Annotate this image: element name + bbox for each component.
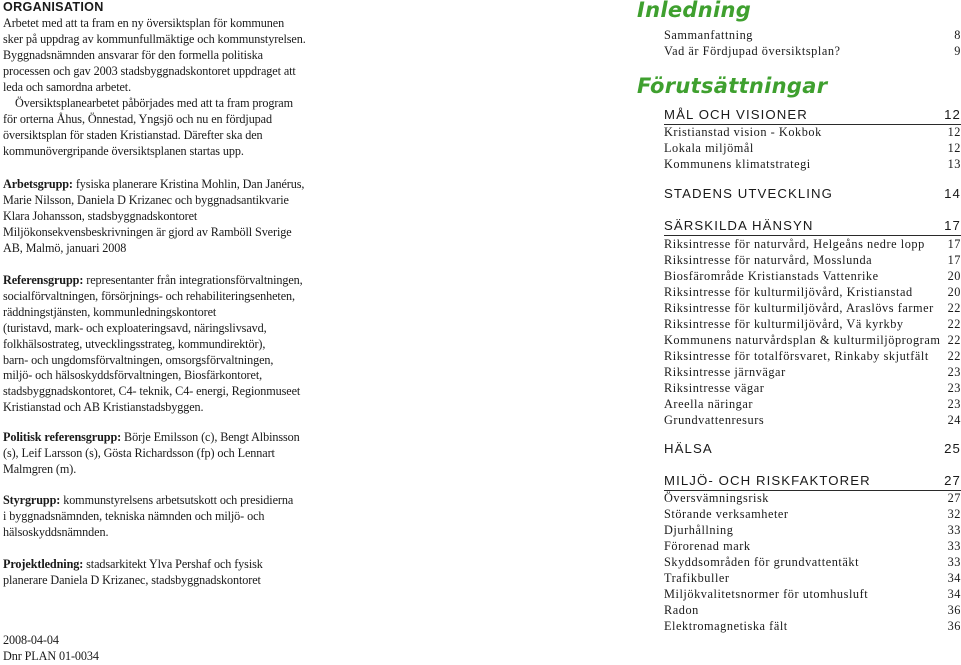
toc-entry-label: Kommunens klimatstrategi (664, 157, 811, 171)
toc-entry-page: 34 (947, 587, 961, 601)
toc-entry[interactable] (664, 412, 961, 428)
toc-entry[interactable] (664, 27, 961, 43)
text-line: kommunstyrelsens arbetsutskott och presidierna (60, 493, 294, 507)
toc-section-heading[interactable] (664, 218, 961, 234)
toc-entry-label: Trafikbuller (664, 571, 730, 585)
toc-entry[interactable] (664, 618, 961, 634)
text-line: stadsbyggnadskontoret, C4- teknik, C4- energi, Regionmuseet (3, 384, 301, 399)
toc-heading-label: MILJÖ- OCH RISKFAKTORER (664, 473, 871, 488)
politisk-label: Politisk referensgrupp: (3, 430, 122, 444)
toc-entry-label: Riksintresse för kulturmiljövård, Kristianstad (664, 285, 913, 299)
toc-entry-page: 32 (947, 507, 961, 521)
toc-entry-page: 33 (947, 555, 961, 569)
inledning-title: Inledning (637, 0, 752, 22)
toc-entry-label: Skyddsområden för grundvattentäkt (664, 555, 860, 569)
toc-entry-label: Miljökvalitetsnormer för utomhusluft (664, 587, 869, 601)
toc-entry-page: 12 (947, 141, 961, 155)
toc-heading-page: 17 (944, 218, 961, 233)
toc-entry[interactable] (664, 380, 961, 396)
toc-heading-label: SÄRSKILDA HÄNSYN (664, 218, 814, 233)
toc-entry-label: Förorenad mark (664, 539, 751, 553)
toc-entry-page: 24 (947, 413, 961, 427)
organisation-column (3, 0, 321, 662)
toc-entry-page: 22 (947, 301, 961, 315)
toc-entry-page: 22 (947, 317, 961, 331)
styrgrupp-paragraph (3, 493, 321, 541)
projektledning-label: Projektledning: (3, 557, 84, 571)
toc-entry-page: 22 (947, 333, 961, 347)
toc-entry-label: Sammanfattning (664, 28, 753, 42)
toc-entry[interactable] (664, 268, 961, 284)
arbetsgrupp-label: Arbetsgrupp: (3, 177, 73, 191)
referensgrupp-paragraph (3, 273, 321, 416)
text-line: Miljökonsekvensbeskrivningen är gjord av Ramböll Sverige (3, 224, 292, 239)
toc-entry-page: 20 (947, 285, 961, 299)
text-line: representanter från integrationsförvaltningen, (83, 273, 303, 287)
toc-entry-label: Störande verksamheter (664, 507, 789, 521)
toc-entry-page: 9 (954, 44, 961, 58)
toc-entry-page: 17 (947, 237, 961, 251)
toc-entry-page: 8 (954, 28, 961, 42)
toc-entry[interactable] (664, 538, 961, 554)
toc-entry[interactable] (664, 396, 961, 412)
toc-entry[interactable] (664, 332, 961, 348)
toc-heading-page: 12 (944, 107, 961, 122)
toc-heading-page: 14 (944, 186, 961, 201)
text-line: Översiktsplanearbetet påbörjades med att ta fram program (15, 96, 293, 110)
toc-entry[interactable] (664, 300, 961, 316)
toc-entry[interactable] (664, 43, 961, 59)
toc-entry[interactable] (664, 554, 961, 570)
document-date: 2008-04-04 (3, 633, 59, 647)
toc-entry-label: Riksintresse för naturvård, Mosslunda (664, 253, 873, 267)
toc-entry[interactable] (664, 252, 961, 268)
toc-entry[interactable] (664, 506, 961, 522)
text-line: (turistavd, mark- och exploateringsavd, näringslivsavd, (3, 320, 267, 335)
toc-section-heading[interactable] (664, 107, 961, 123)
forutsattningar-title: Förutsättningar (637, 74, 828, 98)
text-line: folkhälsostrateg, utvecklingsstrateg, kommundirektör), (3, 336, 266, 351)
toc-entry-label: Översvämningsrisk (664, 491, 769, 505)
toc-entry-label: Vad är Fördjupad översiktsplan? (664, 44, 841, 58)
toc-entry-label: Kristianstad vision - Kokbok (664, 125, 822, 139)
text-line: Byggnadsnämnden ansvarar för den formella politiska (3, 47, 263, 62)
toc-entry-label: Kommunens naturvårdsplan & kulturmiljöprogram (664, 333, 941, 347)
text-line: fysiska planerare Kristina Mohlin, Dan Janérus, (72, 177, 305, 191)
toc-entry[interactable] (664, 522, 961, 538)
text-line: planerare Daniela D Krizanec, stadsbyggnadskontoret (3, 572, 261, 587)
toc-entry[interactable] (664, 124, 961, 140)
intro-paragraph (3, 16, 321, 96)
text-line: AB, Malmö, januari 2008 (3, 240, 127, 255)
text-line: Kristianstad och AB Kristianstadsbyggen. (3, 400, 204, 415)
organisation-heading: ORGANISATION (3, 0, 104, 14)
text-line: Börje Emilsson (c), Bengt Albinsson (121, 430, 300, 444)
intro2-paragraph (3, 96, 321, 160)
projektledning-paragraph (3, 557, 321, 589)
toc-entry[interactable] (664, 570, 961, 586)
toc-entry-page: 17 (947, 253, 961, 267)
toc-entry[interactable] (664, 490, 961, 506)
toc-entry[interactable] (664, 140, 961, 156)
toc-entry[interactable] (664, 284, 961, 300)
toc-entry-page: 34 (947, 571, 961, 585)
styrgrupp-label: Styrgrupp: (3, 493, 61, 507)
toc-entry-label: Riksintresse järnvägar (664, 365, 786, 379)
toc-entry-page: 20 (947, 269, 961, 283)
text-line: stadsarkitekt Ylva Pershaf och fysisk (83, 557, 263, 571)
toc-entry-label: Riksintresse för kulturmiljövård, Araslövs farmer (664, 301, 934, 315)
toc-heading-page: 25 (944, 441, 961, 456)
toc-entry-label: Riksintresse för kulturmiljövård, Vä kyrkby (664, 317, 904, 331)
toc-section-heading[interactable] (664, 441, 961, 457)
toc-section-heading[interactable] (664, 473, 961, 489)
toc-entry[interactable] (664, 364, 961, 380)
toc-heading-label: STADENS UTVECKLING (664, 186, 834, 201)
table-of-contents (637, 0, 961, 662)
toc-entry-label: Lokala miljömål (664, 141, 754, 155)
toc-entry[interactable] (664, 348, 961, 364)
toc-entry[interactable] (664, 586, 961, 602)
toc-heading-label: MÅL OCH VISIONER (664, 107, 808, 122)
text-line: socialförvaltningen, försörjnings- och rehabiliteringsenheten, (3, 288, 295, 303)
toc-entry-page: 23 (947, 397, 961, 411)
politisk-paragraph (3, 430, 321, 478)
toc-entry-label: Djurhållning (664, 523, 734, 537)
toc-entry-label: Areella näringar (664, 397, 754, 411)
toc-entry-label: Radon (664, 603, 699, 617)
toc-entry-label: Riksintresse vägar (664, 381, 765, 395)
toc-heading-page: 27 (944, 473, 961, 488)
toc-entry-page: 33 (947, 523, 961, 537)
toc-entry-label: Grundvattenresurs (664, 413, 765, 427)
text-line: Arbetet med att ta fram en ny översiktsplan för kommunen (3, 16, 285, 30)
toc-entry[interactable] (664, 156, 961, 172)
toc-heading-label: HÄLSA (664, 441, 713, 456)
toc-entry-page: 36 (947, 619, 961, 633)
text-line: Malmgren (m). (3, 461, 77, 476)
toc-entry-page: 23 (947, 381, 961, 395)
text-line: översiktsplan för staden Kristianstad. Därefter ska den (3, 127, 263, 142)
toc-entry[interactable] (664, 316, 961, 332)
arbetsgrupp-paragraph (3, 177, 321, 257)
toc-entry-label: Elektromagnetiska fält (664, 619, 788, 633)
toc-entry-page: 22 (947, 349, 961, 363)
text-line: miljö- och hälsoskyddsförvaltningen, Biosfärkontoret, (3, 368, 263, 383)
toc-entry-label: Biosfärområde Kristianstads Vattenrike (664, 269, 879, 283)
toc-entry-page: 13 (947, 157, 961, 171)
toc-entry-page: 33 (947, 539, 961, 553)
toc-entry-page: 23 (947, 365, 961, 379)
toc-entry-label: Riksintresse för naturvård, Helgeåns nedre lopp (664, 237, 925, 251)
text-line: leda och samordna arbetet. (3, 79, 132, 94)
toc-entry-label: Riksintresse för totalförsvaret, Rinkaby skjutfält (664, 349, 929, 363)
text-line: för orterna Åhus, Önnestad, Yngsjö och nu en fördjupad (3, 111, 272, 126)
text-line: Marie Nilsson, Daniela D Krizanec och byggnadsantikvarie (3, 192, 289, 207)
text-line: (s), Leif Larsson (s), Gösta Richardsson (fp) och Lennart (3, 445, 275, 460)
toc-section-heading[interactable] (664, 186, 961, 202)
text-line: hälsoskyddsnämnden. (3, 524, 109, 539)
text-line: i byggnadsnämnden, tekniska nämnden och miljö- och (3, 508, 265, 523)
text-line: räddningstjänsten, kommunledningskontoret (3, 304, 217, 319)
toc-entry-page: 27 (947, 491, 961, 505)
text-line: Klara Johansson, stadsbyggnadskontoret (3, 208, 198, 223)
text-line: barn- och ungdomsförvaltningen, omsorgsförvaltningen, (3, 352, 274, 367)
toc-entry-page: 36 (947, 603, 961, 617)
toc-entry[interactable] (664, 236, 961, 252)
toc-entry[interactable] (664, 602, 961, 618)
text-line: processen och gav 2003 stadsbyggnadskontoret uppdraget att (3, 63, 296, 78)
text-line: sker på uppdrag av kommunfullmäktige och kommunstyrelsen. (3, 31, 306, 46)
toc-entry-page: 12 (947, 125, 961, 139)
diarie-number: Dnr PLAN 01-0034 (3, 649, 99, 663)
text-line: kommunövergripande översiktsplanen startas upp. (3, 143, 244, 158)
referensgrupp-label: Referensgrupp: (3, 273, 84, 287)
